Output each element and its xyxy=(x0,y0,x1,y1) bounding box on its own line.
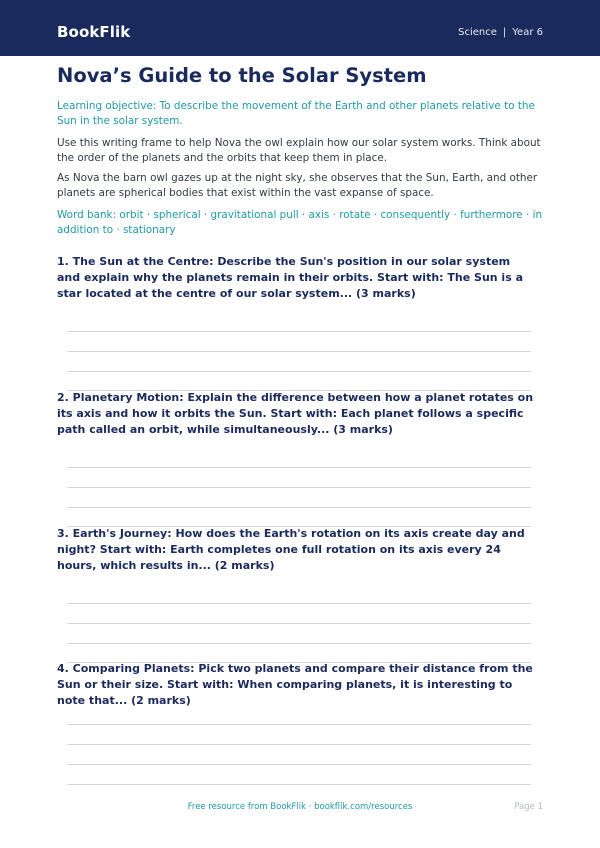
answer-line[interactable] xyxy=(67,784,531,785)
subject-label: Science xyxy=(458,27,497,38)
year-label: Year 6 xyxy=(512,27,543,38)
answer-line[interactable] xyxy=(67,507,531,508)
answer-line[interactable] xyxy=(67,623,531,624)
meta-separator: | xyxy=(502,27,507,38)
answer-line[interactable] xyxy=(67,487,531,488)
question-3: 3. Earth's Journey: How does the Earth's rotation on its axis create day and night? Start with: Earth completes one full rotation on its axis every 24 hours, which results in... (2 marks) xyxy=(57,527,525,572)
answer-line[interactable] xyxy=(67,744,531,745)
brand-logo: BookFlik xyxy=(57,23,131,41)
word-bank: Word bank: orbit · spherical · gravitational pull · axis · rotate · consequently · furthermore · in addition to · stationary xyxy=(57,209,543,236)
question-2: 2. Planetary Motion: Explain the difference between how a planet rotates on its axis and how it orbits the Sun. Start with: Each planet follows a specific path called an orbit, while simultaneously... (3 marks) xyxy=(57,391,534,436)
answer-line[interactable] xyxy=(67,331,531,332)
answer-line[interactable] xyxy=(67,603,531,604)
answer-line[interactable] xyxy=(67,467,531,468)
page-title: Nova’s Guide to the Solar System xyxy=(57,64,427,87)
answer-line[interactable] xyxy=(67,724,531,725)
intro-text: Use this writing frame to help Nova the owl explain how our solar system works. Think about the order of the planets and the orbits that keep them in place. xyxy=(57,137,541,164)
page-header xyxy=(0,0,600,56)
answer-line[interactable] xyxy=(67,764,531,765)
subject-year xyxy=(458,27,543,38)
question-1: 1. The Sun at the Centre: Describe the Sun's position in our solar system and explain why the planets remain in their orbits. Start with: The Sun is a star located at the centre of our solar system... (3 marks) xyxy=(57,255,524,300)
answer-line[interactable] xyxy=(67,351,531,352)
question-4: 4. Comparing Planets: Pick two planets and compare their distance from the Sun or their size. Start with: When comparing planets, it is interesting to note that... (2 marks) xyxy=(57,662,533,707)
footer-link[interactable]: Free resource from BookFlik · bookflik.com/resources xyxy=(187,802,413,812)
page-number: Page 1 xyxy=(514,802,543,812)
answer-line[interactable] xyxy=(67,371,531,372)
learning-objective: Learning objective: To describe the movement of the Earth and other planets relative to the Sun in the solar system. xyxy=(57,100,535,127)
answer-line[interactable] xyxy=(67,643,531,644)
story-text: As Nova the barn owl gazes up at the night sky, she observes that the Sun, Earth, and other planets are spherical bodies that exist within the vast expanse of space. xyxy=(57,172,538,199)
